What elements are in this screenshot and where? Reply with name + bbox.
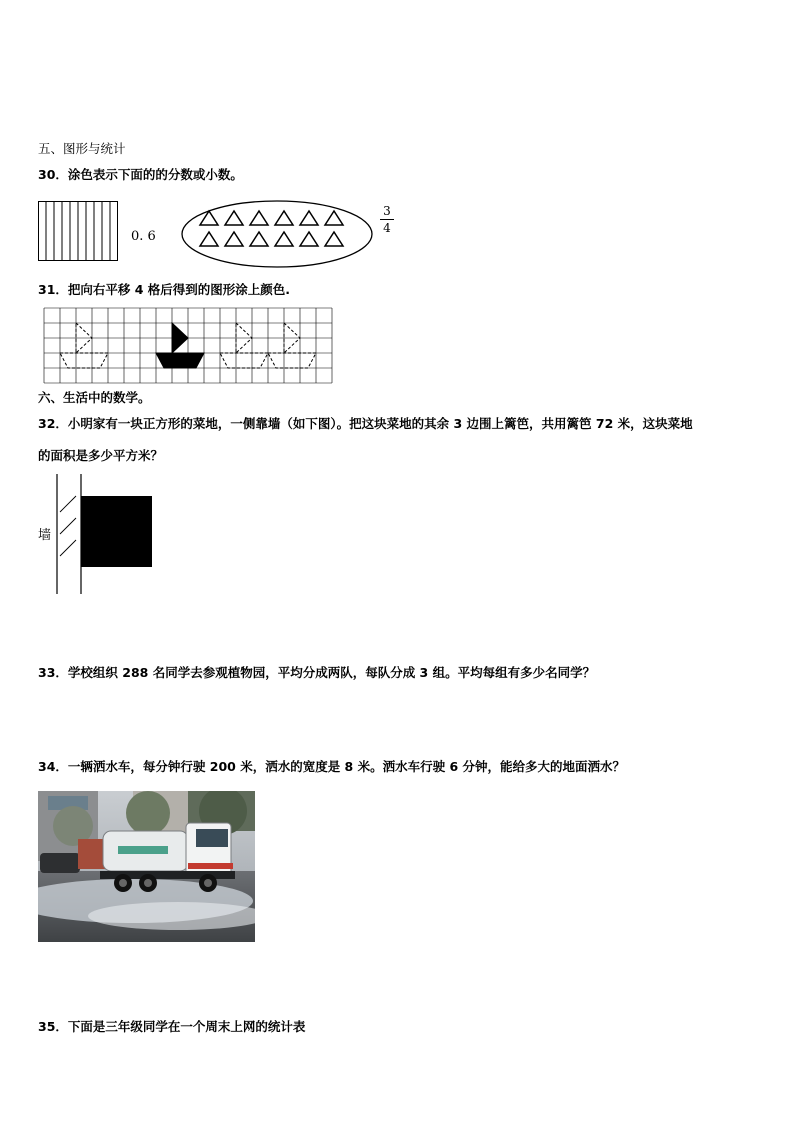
fraction-denominator: 4 [383, 221, 391, 235]
question-33-text: 33．学校组织 288 名同学去参观植物园，平均分成两队，每队分成 3 组。平均每组有多少名同学？ [38, 665, 596, 680]
wall-label: 墙 [38, 528, 52, 543]
striped-rectangle [38, 201, 118, 261]
fraction-bar [380, 219, 394, 220]
dashed-boat-2 [220, 323, 268, 368]
triangle-oval [181, 200, 373, 268]
question-34-text: 34．一辆洒水车，每分钟行驶 200 米，洒水的宽度是 8 米。洒水车行驶 6 分钟，能给多大的地面洒水？ [38, 759, 625, 774]
section-5-title: 五、图形与统计 [38, 141, 126, 156]
fraction-three-quarters [380, 204, 394, 235]
section-6-title: 六、生活中的数学。 [38, 390, 151, 405]
question-35-text: 35．下面是三年级同学在一个周末上网的统计表 [38, 1019, 306, 1034]
fraction-numerator: 3 [383, 204, 391, 218]
translation-grid [44, 308, 332, 383]
question-32-line-2: 的面积是多少平方米？ [38, 448, 164, 463]
dashed-boat-1 [60, 323, 108, 368]
question-30-text: 30．涂色表示下面的的分数或小数。 [38, 167, 243, 182]
question-32-line-1: 32．小明家有一块正方形的菜地，一侧靠墙（如下图）。把这块菜地的其余 3 边围上篱笆，共用篱笆 72 米，这块菜地 [38, 416, 693, 431]
wall-hatching [60, 496, 76, 556]
decimal-label: 0. 6 [131, 229, 156, 244]
grid-lines [44, 308, 332, 383]
triangle-row-bottom [200, 232, 343, 246]
wall-garden-diagram [56, 474, 156, 596]
solid-boat [156, 323, 204, 368]
garden-square [81, 496, 152, 567]
sprinkler-truck-photo [38, 791, 255, 942]
triangle-row-top [200, 211, 343, 225]
question-31-text: 31．把向右平移 4 格后得到的图形涂上颜色. [38, 282, 291, 297]
dashed-boat-3 [268, 323, 316, 368]
